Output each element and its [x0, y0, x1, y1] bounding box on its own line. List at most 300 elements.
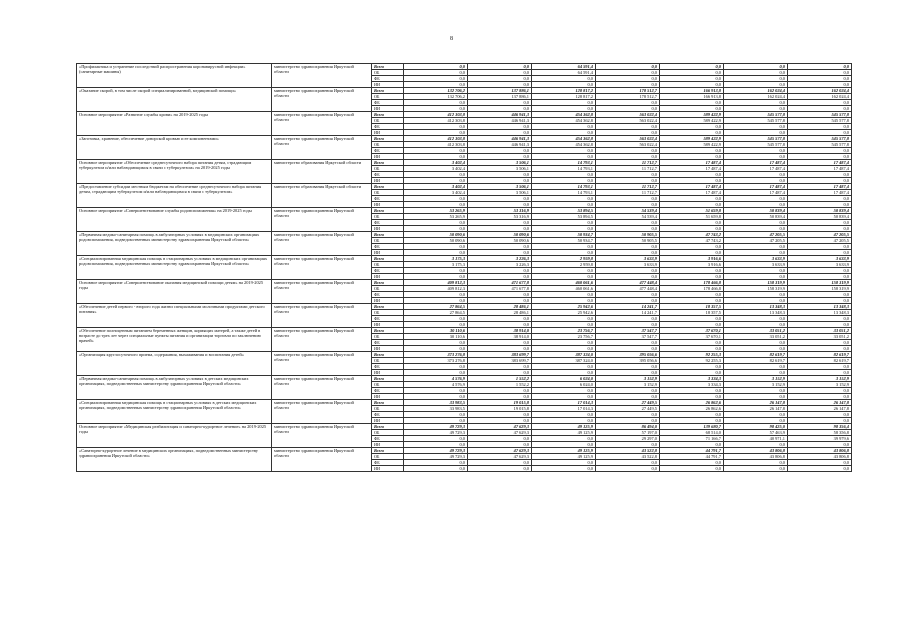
amount-cell: 0,0 — [404, 64, 468, 70]
amount-cell: 0,0 — [468, 466, 532, 472]
responsible-executor: министерство здравоохранения Иркутской области — [272, 112, 372, 136]
funding-source: ОБ — [372, 358, 404, 364]
amount-cell: 3 916,6 — [660, 262, 724, 268]
responsible-executor: министерство здравоохранения Иркутской области — [272, 232, 372, 256]
amount-cell: 58 356,8 — [788, 430, 852, 436]
amount-cell: 4 576,9 — [404, 376, 468, 382]
amount-cell: 0,0 — [788, 442, 852, 448]
amount-cell: 0,0 — [532, 322, 596, 328]
amount-cell: 0,0 — [404, 460, 468, 466]
amount-cell: 0,0 — [532, 466, 596, 472]
amount-cell: 132 706,2 — [404, 94, 468, 100]
amount-cell: 82 619,7 — [724, 352, 788, 358]
amount-cell: 589 422,9 — [660, 112, 724, 118]
amount-cell: 0,0 — [596, 322, 660, 328]
funding-table — [76, 63, 852, 472]
funding-source: ОБ — [372, 70, 404, 76]
amount-cell: 17 014,3 — [532, 406, 596, 412]
funding-source: ИИ — [372, 466, 404, 472]
funding-source: ИИ — [372, 322, 404, 328]
amount-cell: 0,0 — [404, 100, 468, 106]
amount-cell: 82 619,7 — [724, 358, 788, 364]
funding-source: ОБ — [372, 190, 404, 196]
amount-cell: 0,0 — [788, 130, 852, 136]
amount-cell: 2 959,8 — [532, 262, 596, 268]
funding-source: Всего — [372, 352, 404, 358]
amount-cell: 0,0 — [724, 298, 788, 304]
amount-cell: 409 812,3 — [404, 280, 468, 286]
amount-cell: 0,0 — [532, 250, 596, 256]
amount-cell: 0,0 — [660, 244, 724, 250]
amount-cell: 39 979,6 — [788, 436, 852, 442]
amount-cell: 0,0 — [532, 130, 596, 136]
amount-cell: 26 147,8 — [724, 406, 788, 412]
amount-cell: 0,0 — [468, 64, 532, 70]
amount-cell: 0,0 — [404, 250, 468, 256]
activity-name: Основное мероприятие «Совершенствование оказания медицинской помощи детям» на 2019-2025 годы — [77, 280, 272, 304]
amount-cell: 57 463,9 — [724, 430, 788, 436]
amount-cell: 545 577,8 — [788, 112, 852, 118]
amount-cell: 43 806,8 — [724, 454, 788, 460]
amount-cell: 0,0 — [724, 274, 788, 280]
funding-source: ФБ — [372, 316, 404, 322]
amount-cell: 0,0 — [532, 220, 596, 226]
funding-source: ИИ — [372, 130, 404, 136]
amount-cell: 0,0 — [532, 226, 596, 232]
amount-cell: 17 487,4 — [660, 160, 724, 166]
amount-cell: 454 362,8 — [532, 136, 596, 142]
amount-cell: 6 024,0 — [532, 376, 596, 382]
amount-cell: 471 677,8 — [468, 280, 532, 286]
amount-cell: 0,0 — [532, 106, 596, 112]
amount-cell: 17 487,4 — [788, 166, 852, 172]
amount-cell: 128 817,2 — [532, 94, 596, 100]
amount-cell: 0,0 — [788, 298, 852, 304]
amount-cell: 0,0 — [468, 226, 532, 232]
amount-cell: 0,0 — [788, 340, 852, 346]
amount-cell: 0,0 — [788, 106, 852, 112]
amount-cell: 0,0 — [404, 154, 468, 160]
amount-cell: 0,0 — [660, 226, 724, 232]
amount-cell: 47 629,3 — [468, 454, 532, 460]
amount-cell: 0,0 — [724, 340, 788, 346]
amount-cell: 162 024,4 — [788, 88, 852, 94]
amount-cell: 0,0 — [468, 130, 532, 136]
activity-name: «Оказание скорой, в том числе скорой специализированной, медицинской помощи» — [77, 88, 272, 112]
amount-cell: 132 706,2 — [404, 88, 468, 94]
amount-cell: 0,0 — [724, 370, 788, 376]
amount-cell: 0,0 — [596, 64, 660, 70]
amount-cell: 49 125,9 — [532, 454, 596, 460]
responsible-executor: министерство образования Иркутской области — [272, 184, 372, 208]
amount-cell: 14 241,7 — [596, 304, 660, 310]
amount-cell: 0,0 — [404, 442, 468, 448]
amount-cell: 0,0 — [404, 226, 468, 232]
amount-cell: 0,0 — [404, 322, 468, 328]
amount-cell: 0,0 — [660, 466, 724, 472]
amount-cell: 0,0 — [596, 388, 660, 394]
amount-cell: 17 487,4 — [724, 166, 788, 172]
amount-cell: 0,0 — [404, 370, 468, 376]
amount-cell: 0,0 — [660, 340, 724, 346]
amount-cell: 373 276,8 — [404, 358, 468, 364]
amount-cell: 0,0 — [532, 412, 596, 418]
funding-source: ФБ — [372, 364, 404, 370]
amount-cell: 13 348,3 — [724, 304, 788, 310]
funding-source: ИИ — [372, 178, 404, 184]
amount-cell: 3 506,1 — [468, 190, 532, 196]
amount-cell: 17 487,4 — [724, 190, 788, 196]
amount-cell: 0,0 — [660, 178, 724, 184]
amount-cell: 0,0 — [788, 316, 852, 322]
amount-cell: 166 913,8 — [660, 88, 724, 94]
amount-cell: 50 839,4 — [788, 214, 852, 220]
amount-cell: 37 547,7 — [596, 334, 660, 340]
amount-cell: 0,0 — [660, 274, 724, 280]
amount-cell: 37 547,7 — [596, 328, 660, 334]
amount-cell: 0,0 — [788, 370, 852, 376]
amount-cell: 43 522,8 — [596, 454, 660, 460]
amount-cell: 13 348,3 — [788, 304, 852, 310]
amount-cell: 3 402,4 — [404, 184, 468, 190]
amount-cell: 0,0 — [724, 130, 788, 136]
amount-cell: 11 712,7 — [596, 190, 660, 196]
amount-cell: 412 303,8 — [404, 118, 468, 124]
amount-cell: 0,0 — [788, 196, 852, 202]
activity-name: «Заготовка, хранение, обеспечение донорской кровью и ее компонентами» — [77, 136, 272, 160]
amount-cell: 0,0 — [532, 364, 596, 370]
amount-cell: 14 793,1 — [532, 184, 596, 190]
amount-cell: 11 712,7 — [596, 160, 660, 166]
amount-cell: 98 356,4 — [788, 424, 852, 430]
amount-cell: 0,0 — [532, 124, 596, 130]
amount-cell: 26 862,6 — [660, 406, 724, 412]
amount-cell: 0,0 — [660, 370, 724, 376]
amount-cell: 178 512,7 — [596, 94, 660, 100]
amount-cell: 162 024,4 — [724, 88, 788, 94]
amount-cell: 18 357,5 — [660, 310, 724, 316]
amount-cell: 0,0 — [404, 82, 468, 88]
amount-cell: 0,0 — [724, 178, 788, 184]
amount-cell: 128 817,2 — [532, 88, 596, 94]
amount-cell: 43 806,8 — [788, 448, 852, 454]
amount-cell: 3 633,9 — [788, 262, 852, 268]
amount-cell: 0,0 — [468, 100, 532, 106]
amount-cell: 33 051,2 — [724, 328, 788, 334]
amount-cell: 0,0 — [660, 76, 724, 82]
amount-cell: 158 319,9 — [788, 286, 852, 292]
amount-cell: 0,0 — [596, 316, 660, 322]
funding-source: ИИ — [372, 418, 404, 424]
amount-cell: 0,0 — [788, 148, 852, 154]
amount-cell: 0,0 — [788, 364, 852, 370]
amount-cell: 0,0 — [596, 178, 660, 184]
amount-cell: 545 577,8 — [788, 142, 852, 148]
amount-cell: 0,0 — [724, 442, 788, 448]
funding-source: ОБ — [372, 214, 404, 220]
activity-name: «Предоставление субсидии местным бюджетам на обеспечение среднесуточного набора питания детям, страдающим туберкулезом и/или наблюдающимся в связи с туберкулезом» — [77, 184, 272, 208]
funding-source: Всего — [372, 328, 404, 334]
amount-cell: 51 659,8 — [660, 208, 724, 214]
amount-cell: 0,0 — [724, 76, 788, 82]
amount-cell: 0,0 — [724, 316, 788, 322]
amount-cell: 14 793,1 — [532, 160, 596, 166]
amount-cell: 33 051,2 — [788, 328, 852, 334]
amount-cell: 0,0 — [596, 250, 660, 256]
funding-source: ФБ — [372, 340, 404, 346]
funding-source: ИИ — [372, 394, 404, 400]
amount-cell: 0,0 — [660, 106, 724, 112]
amount-cell: 3 175,3 — [404, 256, 468, 262]
amount-cell: 0,0 — [660, 298, 724, 304]
amount-cell: 23 756,7 — [532, 328, 596, 334]
amount-cell: 26 147,8 — [788, 406, 852, 412]
amount-cell: 0,0 — [788, 172, 852, 178]
amount-cell: 53 265,9 — [404, 208, 468, 214]
amount-cell: 50 090,6 — [404, 232, 468, 238]
amount-cell: 0,0 — [596, 292, 660, 298]
funding-source: Всего — [372, 424, 404, 430]
amount-cell: 0,0 — [724, 466, 788, 472]
amount-cell: 0,0 — [404, 196, 468, 202]
amount-cell: 0,0 — [532, 268, 596, 274]
funding-source: Всего — [372, 448, 404, 454]
amount-cell: 0,0 — [532, 442, 596, 448]
amount-cell: 3 175,3 — [404, 262, 468, 268]
amount-cell: 0,0 — [660, 70, 724, 76]
amount-cell: 47 205,5 — [724, 238, 788, 244]
amount-cell: 0,0 — [660, 268, 724, 274]
amount-cell: 0,0 — [468, 196, 532, 202]
amount-cell: 0,0 — [404, 364, 468, 370]
amount-cell: 0,0 — [788, 82, 852, 88]
amount-cell: 0,0 — [724, 268, 788, 274]
amount-cell: 0,0 — [788, 388, 852, 394]
amount-cell: 0,0 — [660, 100, 724, 106]
table-body — [77, 64, 852, 472]
amount-cell: 3 633,9 — [596, 262, 660, 268]
funding-source: Всего — [372, 208, 404, 214]
amount-cell: 38 914,0 — [468, 334, 532, 340]
amount-cell: 383 699,7 — [468, 358, 532, 364]
amount-cell: 589 422,9 — [660, 142, 724, 148]
amount-cell: 0,0 — [724, 244, 788, 250]
amount-cell: 0,0 — [596, 100, 660, 106]
amount-cell: 29 297,0 — [596, 436, 660, 442]
amount-cell: 0,0 — [788, 100, 852, 106]
funding-source: Всего — [372, 184, 404, 190]
amount-cell: 162 024,4 — [724, 94, 788, 100]
amount-cell: 17 487,4 — [660, 166, 724, 172]
amount-cell: 0,0 — [404, 292, 468, 298]
amount-cell: 0,0 — [596, 154, 660, 160]
funding-source: ОБ — [372, 430, 404, 436]
amount-cell: 178 466,8 — [660, 280, 724, 286]
amount-cell: 0,0 — [468, 172, 532, 178]
amount-cell: 0,0 — [468, 346, 532, 352]
amount-cell: 0,0 — [468, 124, 532, 130]
amount-cell: 50 839,4 — [724, 214, 788, 220]
amount-cell: 0,0 — [468, 106, 532, 112]
amount-cell: 0,0 — [660, 124, 724, 130]
funding-source: ФБ — [372, 268, 404, 274]
amount-cell: 0,0 — [596, 202, 660, 208]
amount-cell: 0,0 — [468, 418, 532, 424]
amount-cell: 0,0 — [596, 418, 660, 424]
amount-cell: 3 633,9 — [724, 262, 788, 268]
funding-source: Всего — [372, 400, 404, 406]
amount-cell: 0,0 — [788, 226, 852, 232]
responsible-executor: министерство здравоохранения Иркутской области — [272, 136, 372, 160]
amount-cell: 47 743,2 — [660, 232, 724, 238]
amount-cell: 387 324,0 — [532, 352, 596, 358]
amount-cell: 0,0 — [404, 124, 468, 130]
amount-cell: 49 729,3 — [404, 430, 468, 436]
responsible-executor: министерство здравоохранения Иркутской области — [272, 208, 372, 232]
amount-cell: 0,0 — [724, 346, 788, 352]
amount-cell: 158 319,9 — [724, 286, 788, 292]
amount-cell: 4 576,9 — [404, 382, 468, 388]
amount-cell: 0,0 — [724, 292, 788, 298]
amount-cell: 0,0 — [724, 202, 788, 208]
amount-cell: 17 487,4 — [788, 190, 852, 196]
amount-cell: 0,0 — [404, 394, 468, 400]
amount-cell: 17 487,4 — [660, 184, 724, 190]
funding-source: ОБ — [372, 334, 404, 340]
amount-cell: 0,0 — [468, 436, 532, 442]
amount-cell: 0,0 — [404, 466, 468, 472]
amount-cell: 50 090,6 — [404, 238, 468, 244]
activity-name: «Обеспечение детей первого - второго года жизни специальными молочными продуктами детского питания» — [77, 304, 272, 328]
amount-cell: 86 494,0 — [596, 424, 660, 430]
amount-cell: 17 487,4 — [660, 190, 724, 196]
amount-cell: 3 152,9 — [596, 376, 660, 382]
responsible-executor: министерство здравоохранения Иркутской области — [272, 304, 372, 328]
amount-cell: 0,0 — [724, 196, 788, 202]
amount-cell: 0,0 — [788, 412, 852, 418]
activity-name: «Первичная медико-санитарная помощь в амбулаторных условиях в медицинских организациях родовспоможения, подведомственных министерству здравоохранения Иркутской области» — [77, 232, 272, 256]
amount-cell: 545 577,8 — [724, 118, 788, 124]
amount-cell: 137 886,1 — [468, 88, 532, 94]
amount-cell: 2 959,8 — [532, 256, 596, 262]
amount-cell: 0,0 — [596, 394, 660, 400]
amount-cell: 0,0 — [468, 292, 532, 298]
amount-cell: 28 486,1 — [468, 304, 532, 310]
amount-cell: 0,0 — [468, 412, 532, 418]
amount-cell: 0,0 — [660, 364, 724, 370]
amount-cell: 44 791,7 — [660, 448, 724, 454]
amount-cell: 3 334,3 — [660, 376, 724, 382]
amount-cell: 3 402,4 — [404, 160, 468, 166]
amount-cell: 49 729,3 — [404, 448, 468, 454]
funding-source: ИИ — [372, 82, 404, 88]
amount-cell: 0,0 — [788, 64, 852, 70]
amount-cell: 545 577,8 — [724, 142, 788, 148]
amount-cell: 0,0 — [596, 268, 660, 274]
amount-cell: 17 487,4 — [788, 160, 852, 166]
amount-cell: 50 090,6 — [468, 232, 532, 238]
amount-cell: 0,0 — [596, 70, 660, 76]
amount-cell: 82 619,7 — [788, 358, 852, 364]
amount-cell: 37 670,1 — [660, 334, 724, 340]
funding-source: ИИ — [372, 202, 404, 208]
funding-source: ИИ — [372, 274, 404, 280]
funding-source: ФБ — [372, 148, 404, 154]
activity-name: Основное мероприятие «Развитие службы крови» на 2019-2025 годы — [77, 112, 272, 136]
amount-cell: 0,0 — [532, 370, 596, 376]
amount-cell: 64 591,4 — [532, 64, 596, 70]
amount-cell: 0,0 — [468, 178, 532, 184]
amount-cell: 1 552,2 — [468, 382, 532, 388]
amount-cell: 0,0 — [404, 70, 468, 76]
amount-cell: 0,0 — [660, 64, 724, 70]
amount-cell: 43 522,8 — [596, 448, 660, 454]
amount-cell: 0,0 — [724, 100, 788, 106]
responsible-executor: министерство здравоохранения Иркутской области — [272, 64, 372, 88]
amount-cell: 0,0 — [788, 322, 852, 328]
funding-source: Всего — [372, 376, 404, 382]
amount-cell: 0,0 — [724, 154, 788, 160]
funding-source: ФБ — [372, 292, 404, 298]
activity-name: «Обеспечение полноценным питанием беременных женщин, кормящих матерей, а также детей в возрасте до трех лет через специальные пункты питания и организации торговли по заключению врачей» — [77, 328, 272, 352]
amount-cell: 17 014,3 — [532, 400, 596, 406]
amount-cell: 3 152,9 — [596, 382, 660, 388]
amount-cell: 47 743,2 — [660, 238, 724, 244]
amount-cell: 545 577,8 — [788, 118, 852, 124]
amount-cell: 0,0 — [660, 82, 724, 88]
amount-cell: 3 506,1 — [468, 184, 532, 190]
amount-cell: 0,0 — [404, 340, 468, 346]
amount-cell: 33 983,5 — [404, 406, 468, 412]
amount-cell: 0,0 — [596, 82, 660, 88]
amount-cell: 0,0 — [788, 154, 852, 160]
amount-cell: 0,0 — [660, 394, 724, 400]
amount-cell: 13 348,3 — [788, 310, 852, 316]
amount-cell: 53 316,9 — [468, 214, 532, 220]
amount-cell: 477 448,4 — [596, 280, 660, 286]
responsible-executor: министерство здравоохранения Иркутской области — [272, 352, 372, 376]
amount-cell: 0,0 — [596, 298, 660, 304]
amount-cell: 0,0 — [468, 322, 532, 328]
amount-cell: 0,0 — [596, 220, 660, 226]
amount-cell: 0,0 — [532, 298, 596, 304]
amount-cell: 3 334,3 — [660, 382, 724, 388]
amount-cell: 0,0 — [532, 100, 596, 106]
amount-cell: 0,0 — [596, 130, 660, 136]
amount-cell: 395 056,6 — [596, 358, 660, 364]
amount-cell: 0,0 — [468, 220, 532, 226]
amount-cell: 395 056,6 — [596, 352, 660, 358]
amount-cell: 0,0 — [404, 316, 468, 322]
amount-cell: 0,0 — [596, 172, 660, 178]
amount-cell: 0,0 — [532, 82, 596, 88]
funding-source: ОБ — [372, 142, 404, 148]
amount-cell: 0,0 — [404, 388, 468, 394]
amount-cell: 0,0 — [788, 202, 852, 208]
page-number: 8 — [450, 36, 453, 42]
amount-cell: 0,0 — [404, 106, 468, 112]
amount-cell: 0,0 — [404, 412, 468, 418]
amount-cell: 43 806,8 — [788, 454, 852, 460]
amount-cell: 37 670,1 — [660, 328, 724, 334]
amount-cell: 0,0 — [788, 274, 852, 280]
amount-cell: 49 125,9 — [532, 430, 596, 436]
funding-source: ФБ — [372, 196, 404, 202]
amount-cell: 0,0 — [404, 172, 468, 178]
amount-cell: 0,0 — [532, 340, 596, 346]
amount-cell: 0,0 — [660, 316, 724, 322]
amount-cell: 0,0 — [596, 76, 660, 82]
